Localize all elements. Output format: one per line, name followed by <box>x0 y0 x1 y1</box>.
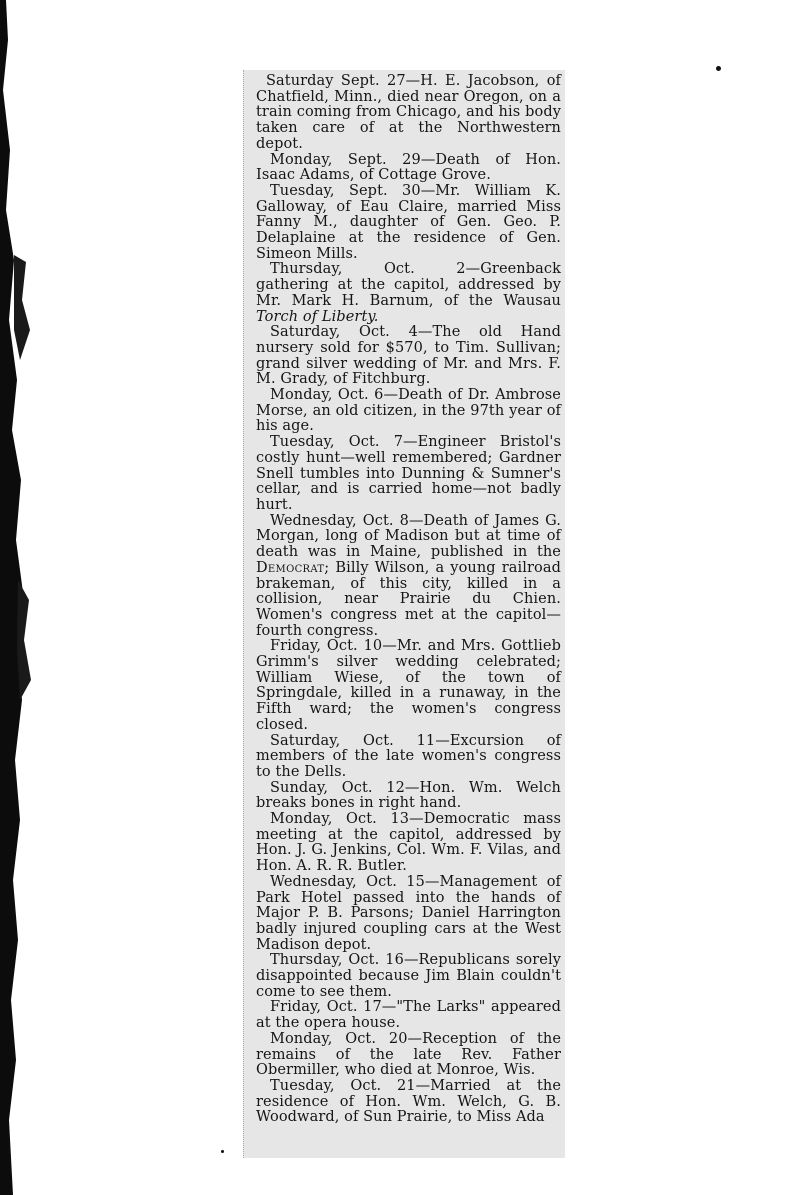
torn-page-edge <box>0 0 34 1195</box>
democrat-newspaper-name: Democrat <box>256 559 325 576</box>
entry-oct8 <box>256 514 561 640</box>
speck-mark <box>221 1150 224 1153</box>
entry-oct8-text: Wednesday, Oct. 8—Death of James G. Morgan, long of Madison but at time of death was in Maine, published in the <box>256 512 561 561</box>
entry-oct17: Friday, Oct. 17—"The Larks" appeared at the opera house. <box>256 999 561 1032</box>
torch-of-liberty-title: Torch of Liberty. <box>256 308 379 325</box>
entry-oct10: Friday, Oct. 10—Mr. and Mrs. Gottlieb Grimm's silver wedding celebrated; William Wiese, of the town of Springdale, killed in a runaway, in the Fifth ward; the women's congress closed. <box>256 638 561 733</box>
entry-oct4: Saturday, Oct. 4—The old Hand nursery sold for $570, to Tim. Sullivan; grand silver wedding of Mr. and Mrs. F. M. Grady, of Fitchburg. <box>256 324 561 388</box>
entry-oct11: Saturday, Oct. 11—Excursion of members of the late women's congress to the Dells. <box>256 732 561 780</box>
entry-oct2 <box>256 262 561 325</box>
entry-oct21: Tuesday, Oct. 21—Married at the residence of Hon. Wm. Welch, G. B. Woodward, of Sun Prairie, to Miss Ada <box>256 1078 561 1126</box>
entry-sep30: Tuesday, Sept. 30—Mr. William K. Galloway, of Eau Claire, married Miss Fanny M., daughter of Gen. Geo. P. Delaplaine at the residence of Gen. Simeon Mills. <box>256 182 561 262</box>
entry-oct2-text: Thursday, Oct. 2—Greenback gathering at the capitol, addressed by Mr. Mark H. Barnum, of the Wausau <box>256 261 561 309</box>
newspaper-clipping <box>243 70 565 1158</box>
entry-sep27: Saturday Sept. 27—H. E. Jacobson, of Chatfield, Minn., died near Oregon, on a train coming from Chicago, and his body taken care of at the Northwestern depot. <box>256 73 561 152</box>
entry-oct20: Monday, Oct. 20—Reception of the remains of the late Rev. Father Obermiller, who died at Monroe, Wis. <box>256 1030 561 1079</box>
entry-oct12: Sunday, Oct. 12—Hon. Wm. Welch breaks bones in right hand. <box>256 779 561 812</box>
entry-sep29: Monday, Sept. 29—Death of Hon. Isaac Adams, of Cottage Grove. <box>256 151 561 184</box>
entry-oct16: Thursday, Oct. 16—Republicans sorely disappointed because Jim Blain couldn't come to see them. <box>256 952 561 1000</box>
speck-mark <box>716 66 721 71</box>
entry-oct8-text-after: ; Billy Wilson, a young railroad brakeman, of this city, killed in a collision, near Prairie du Chien. Women's congress met at the capitol—fourth congress. <box>256 559 561 639</box>
entry-oct6: Monday, Oct. 6—Death of Dr. Ambrose Morse, an old citizen, in the 97th year of his age. <box>256 387 561 435</box>
entry-oct7: Tuesday, Oct. 7—Engineer Bristol's costly hunt—well remembered; Gardner Snell tumbles into Dunning & Sumner's cellar, and is carried home—not badly hurt. <box>256 434 561 513</box>
entry-oct13: Monday, Oct. 13—Democratic mass meeting at the capitol, addressed by Hon. J. G. Jenkins, Col. Wm. F. Vilas, and Hon. A. R. R. Butler. <box>256 811 561 875</box>
entry-oct15: Wednesday, Oct. 15—Management of Park Hotel passed into the hands of Major P. B. Parsons; Daniel Harrington badly injured coupling cars at the West Madison depot. <box>256 873 561 953</box>
